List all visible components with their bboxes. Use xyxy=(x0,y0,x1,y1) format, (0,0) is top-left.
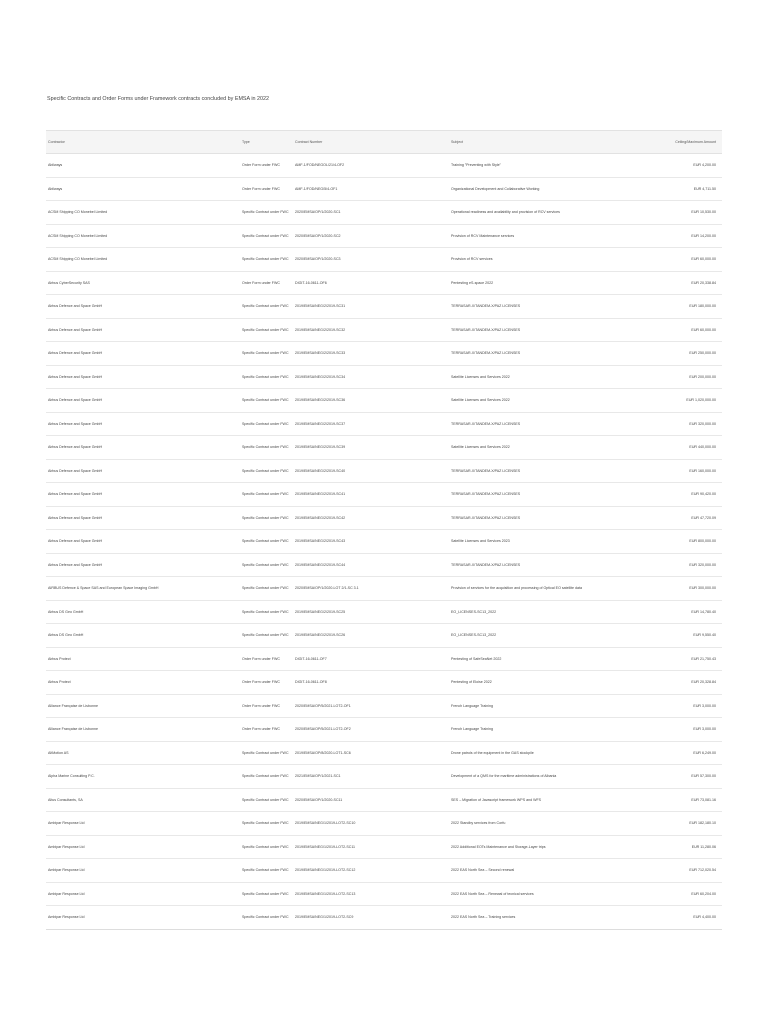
table-row xyxy=(46,177,722,201)
cell-type: Specific Contract under FWC xyxy=(240,224,293,248)
cell-amount: EUR 10,530.00 xyxy=(649,201,722,225)
cell-subject: TERRASAR-X/TANDEM-X/PAZ LICENSES xyxy=(449,342,649,366)
cell-contractor: Ambipar Response Ltd xyxy=(46,882,240,906)
cell-contractor: Airbus Defence and Space GmbH xyxy=(46,342,240,366)
cell-subject: Satellite Licenses and Services 2022 xyxy=(449,365,649,389)
cell-subject: TERRASAR-X/TANDEM-X/PAZ LICENSES xyxy=(449,318,649,342)
cell-amount: EUR 20,338.84 xyxy=(649,271,722,295)
cell-contractor: Alliance Française de Lisbonne xyxy=(46,718,240,742)
cell-contract-number: 2019/EMSA/NEG/1/2019-LOT2-SC10 xyxy=(293,812,449,836)
table-row xyxy=(46,248,722,272)
column-header-contractor: Contractor xyxy=(46,131,240,154)
table-row xyxy=(46,718,722,742)
cell-amount: EUR 6,249.00 xyxy=(649,741,722,765)
cell-contractor: Ambipar Response Ltd xyxy=(46,835,240,859)
cell-contractor: AltMotion AS xyxy=(46,741,240,765)
cell-contractor: Ambipar Response Ltd xyxy=(46,906,240,930)
cell-amount: EUR 3,000.00 xyxy=(649,718,722,742)
table-row xyxy=(46,671,722,695)
table-row xyxy=(46,882,722,906)
cell-contract-number: 2021/EMSA/OP/1/2021-SC1 xyxy=(293,765,449,789)
table-row xyxy=(46,271,722,295)
table-row xyxy=(46,812,722,836)
cell-subject: Pentesting of Eloise 2022 xyxy=(449,671,649,695)
cell-contract-number: 2019/EMSA/NEG/2/2019-SC32 xyxy=(293,318,449,342)
cell-contract-number: 2019/EMSA/NEG/2/2019-SC37 xyxy=(293,412,449,436)
table-header-row xyxy=(46,131,722,154)
table-row xyxy=(46,459,722,483)
cell-amount: EUR 47,720.09 xyxy=(649,506,722,530)
cell-amount: EUR 11,280.06 xyxy=(649,835,722,859)
cell-subject: 2022 Standby services from Corfu xyxy=(449,812,649,836)
cell-contractor: Airbus Defence and Space GmbH xyxy=(46,295,240,319)
cell-subject: Pentesting eS-space 2022 xyxy=(449,271,649,295)
cell-contract-number: 2019/EMSA/NEG/2/2019-SC44 xyxy=(293,553,449,577)
cell-contract-number: 2020/EMSA/OP/1/2020-LOT 2/1-SC 3.1 xyxy=(293,577,449,601)
cell-contractor: Airbus Defence and Space GmbH xyxy=(46,553,240,577)
cell-amount: EUR 57,300.00 xyxy=(649,765,722,789)
cell-contract-number: AMF-1/FOD/NEG/5/4-OF1 xyxy=(293,177,449,201)
cell-subject: Provision of RCV Maintenance services xyxy=(449,224,649,248)
cell-contractor: Airbus Defence and Space GmbH xyxy=(46,459,240,483)
cell-contractor: Airbus Defence and Space GmbH xyxy=(46,365,240,389)
cell-type: Specific Contract under FWC xyxy=(240,600,293,624)
cell-type: Specific Contract under FWC xyxy=(240,859,293,883)
cell-amount: EUR 160,000.00 xyxy=(649,459,722,483)
table-row xyxy=(46,436,722,460)
cell-type: Order Form under FWC xyxy=(240,271,293,295)
cell-contractor: Airbus DS Geo GmbH xyxy=(46,600,240,624)
table-row xyxy=(46,412,722,436)
cell-contract-number: DIGIT-16-0611-OF7 xyxy=(293,647,449,671)
cell-contractor: Abilways xyxy=(46,177,240,201)
cell-contractor: Airbus CyberSecurity SAS xyxy=(46,271,240,295)
cell-amount: EUR 4,200.00 xyxy=(649,154,722,178)
cell-subject: Operational readiness and availability and provision of RCV services xyxy=(449,201,649,225)
cell-contract-number: 2019/EMSA/NEG/2/2019-SC33 xyxy=(293,342,449,366)
cell-subject: Provision of RCV services xyxy=(449,248,649,272)
cell-contractor: Airbus Defence and Space GmbH xyxy=(46,318,240,342)
cell-subject: 2022 Additional EOTs Maintenance and Storage-Layer trips xyxy=(449,835,649,859)
cell-amount: EUR 60,204.00 xyxy=(649,882,722,906)
cell-contractor: Airbus Protect xyxy=(46,671,240,695)
cell-type: Order Form under FWC xyxy=(240,154,293,178)
table-row xyxy=(46,483,722,507)
table-row xyxy=(46,765,722,789)
cell-type: Specific Contract under FWC xyxy=(240,741,293,765)
cell-subject: French Language Training xyxy=(449,694,649,718)
cell-type: Specific Contract under FWC xyxy=(240,459,293,483)
table-row xyxy=(46,318,722,342)
cell-contractor: Airbus Defence and Space GmbH xyxy=(46,389,240,413)
cell-contractor: Ambipar Response Ltd xyxy=(46,859,240,883)
cell-type: Specific Contract under FWC xyxy=(240,882,293,906)
cell-contract-number: 2019/EMSA/NEG/1/2019-LOT2-SC13 xyxy=(293,882,449,906)
cell-amount: EUR 21,750.43 xyxy=(649,647,722,671)
cell-contract-number: 2019/EMSA/NEG/1/2019-LOT2-SC9 xyxy=(293,906,449,930)
table-row xyxy=(46,530,722,554)
cell-amount: EUR 250,000.00 xyxy=(649,342,722,366)
cell-type: Specific Contract under FWC xyxy=(240,436,293,460)
cell-contract-number: 2019/EMSA/NEG/2/2019-SC26 xyxy=(293,624,449,648)
cell-contract-number: 2019/EMSA/OP/8/2020-LOT1-SC6 xyxy=(293,741,449,765)
cell-type: Specific Contract under FWC xyxy=(240,248,293,272)
table-row xyxy=(46,741,722,765)
cell-contract-number: 2020/EMSA/OP/1/2020-SC11 xyxy=(293,788,449,812)
cell-type: Specific Contract under FWC xyxy=(240,812,293,836)
column-header-contract-number: Contract Number xyxy=(293,131,449,154)
cell-contract-number: 2020/EMSA/OP/5/2021-LOT2-OF1 xyxy=(293,694,449,718)
table-row xyxy=(46,389,722,413)
cell-contract-number: 2019/EMSA/NEG/2/2019-SC42 xyxy=(293,506,449,530)
cell-type: Specific Contract under FWC xyxy=(240,295,293,319)
cell-type: Specific Contract under FWC xyxy=(240,201,293,225)
table-row xyxy=(46,553,722,577)
cell-contractor: AIRBUS Defence & Space SAS and European Space Imaging GmbH xyxy=(46,577,240,601)
cell-contract-number: 2020/EMSA/OP/1/2020-SC2 xyxy=(293,224,449,248)
cell-subject: French Language Training xyxy=(449,718,649,742)
cell-amount: EUR 60,000.00 xyxy=(649,248,722,272)
cell-amount: EUR 200,000.00 xyxy=(649,365,722,389)
cell-contractor: Airbus Defence and Space GmbH xyxy=(46,412,240,436)
cell-subject: TERRASAR-X/TANDEM-X/PAZ LICENSES xyxy=(449,459,649,483)
table-row xyxy=(46,506,722,530)
cell-contract-number: 2019/EMSA/NEG/2/2019-SC34 xyxy=(293,365,449,389)
cell-contract-number: 2019/EMSA/NEG/2/2019-SC39 xyxy=(293,436,449,460)
table-body xyxy=(46,154,722,930)
cell-amount: EUR 1,020,000.00 xyxy=(649,389,722,413)
cell-type: Specific Contract under FWC xyxy=(240,765,293,789)
cell-amount: EUR 440,000.00 xyxy=(649,436,722,460)
cell-subject: Satellite Licenses and Services 2022 xyxy=(449,389,649,413)
table-row xyxy=(46,600,722,624)
cell-contractor: Ambipar Response Ltd xyxy=(46,812,240,836)
column-header-type: Type xyxy=(240,131,293,154)
cell-type: Specific Contract under FWC xyxy=(240,483,293,507)
cell-contract-number: DIGIT-16-0611-OF6 xyxy=(293,271,449,295)
cell-subject: Provision of services for the acquisition and processing of Optical EO satellite data xyxy=(449,577,649,601)
cell-amount: EUR 90,420.00 xyxy=(649,483,722,507)
cell-type: Specific Contract under FWC xyxy=(240,530,293,554)
cell-subject: Pentesting of SafeSeaNet 2022 xyxy=(449,647,649,671)
cell-type: Specific Contract under FWC xyxy=(240,506,293,530)
cell-type: Specific Contract under FWC xyxy=(240,906,293,930)
table-row xyxy=(46,342,722,366)
cell-contract-number: 2019/EMSA/NEG/2/2019-SC31 xyxy=(293,295,449,319)
cell-type: Order Form under FWC xyxy=(240,177,293,201)
cell-contract-number: 2019/EMSA/NEG/2/2019-SC25 xyxy=(293,600,449,624)
cell-contract-number: 2019/EMSA/NEG/1/2019-LOT2-SC12 xyxy=(293,859,449,883)
cell-contractor: Altus Consultants, SA xyxy=(46,788,240,812)
cell-contractor: Airbus DS Geo GmbH xyxy=(46,624,240,648)
cell-contract-number: 2020/EMSA/OP/5/2021-LOT2-OF2 xyxy=(293,718,449,742)
cell-type: Order Form under FWC xyxy=(240,647,293,671)
cell-contract-number: 2019/EMSA/NEG/2/2019-SC36 xyxy=(293,389,449,413)
column-header-amount: Ceiling/Maximum Amount xyxy=(649,131,722,154)
cell-type: Specific Contract under FWC xyxy=(240,365,293,389)
cell-subject: Development of a QMS for the maritime administrations of Albania xyxy=(449,765,649,789)
cell-amount: EUR 712,020.54 xyxy=(649,859,722,883)
cell-contractor: ACSM Shipping CO Monebel Limited xyxy=(46,248,240,272)
cell-subject: TERRASAR-X/TANDEM-X/PAZ LICENSES xyxy=(449,295,649,319)
cell-contractor: Airbus Defence and Space GmbH xyxy=(46,506,240,530)
cell-contract-number: 2020/EMSA/OP/1/2020-SC1 xyxy=(293,201,449,225)
cell-type: Specific Contract under FWC xyxy=(240,318,293,342)
table-row xyxy=(46,295,722,319)
cell-amount: EUR 14,780.40 xyxy=(649,600,722,624)
page-title: Specific Contracts and Order Forms under Framework contracts concluded by EMSA in 2022 xyxy=(47,96,270,102)
cell-amount: EUR 300,000.00 xyxy=(649,577,722,601)
cell-contractor: ACSM Shipping CO Monebel Limited xyxy=(46,224,240,248)
column-header-subject: Subject xyxy=(449,131,649,154)
table-row xyxy=(46,577,722,601)
contracts-table xyxy=(46,130,722,930)
cell-type: Specific Contract under FWC xyxy=(240,412,293,436)
cell-contractor: Alpha Marine Consulting P.C. xyxy=(46,765,240,789)
cell-subject: 2022 EAS North Sea – Renewal of tecnical services xyxy=(449,882,649,906)
cell-subject: Organizational Development and Collaborative Working xyxy=(449,177,649,201)
cell-subject: 2022 EAS North Sea – Second renewal xyxy=(449,859,649,883)
table-row xyxy=(46,201,722,225)
cell-contractor: Abilways xyxy=(46,154,240,178)
cell-subject: Satellite Licenses and Services 2023 xyxy=(449,530,649,554)
cell-amount: EUR 9,550.40 xyxy=(649,624,722,648)
cell-type: Order Form under FWC xyxy=(240,694,293,718)
cell-contract-number: 2019/EMSA/NEG/2/2019-SC43 xyxy=(293,530,449,554)
cell-subject: EO_LICENSES-SC13_2022 xyxy=(449,600,649,624)
cell-amount: EUR 182,180.10 xyxy=(649,812,722,836)
cell-contractor: ACSM Shipping CO Monebel Limited xyxy=(46,201,240,225)
cell-amount: EUR 320,000.00 xyxy=(649,412,722,436)
cell-contract-number: 2019/EMSA/NEG/2/2019-SC41 xyxy=(293,483,449,507)
cell-type: Specific Contract under FWC xyxy=(240,788,293,812)
cell-type: Specific Contract under FWC xyxy=(240,389,293,413)
table-row xyxy=(46,224,722,248)
cell-subject: SES – Migration of Javascript framework WPS and WFS xyxy=(449,788,649,812)
table-row xyxy=(46,365,722,389)
cell-amount: EUR 3,000.00 xyxy=(649,694,722,718)
cell-contractor: Airbus Protect xyxy=(46,647,240,671)
cell-contractor: Airbus Defence and Space GmbH xyxy=(46,436,240,460)
table-row xyxy=(46,624,722,648)
cell-contract-number: AMF-1/FOD/NEGOL/21/4-OF2 xyxy=(293,154,449,178)
cell-contractor: Airbus Defence and Space GmbH xyxy=(46,530,240,554)
cell-amount: EUR 4,400.00 xyxy=(649,906,722,930)
cell-amount: EUR 60,000.00 xyxy=(649,318,722,342)
cell-type: Specific Contract under FWC xyxy=(240,624,293,648)
table-row xyxy=(46,835,722,859)
cell-amount: EUR 180,000.00 xyxy=(649,295,722,319)
cell-contract-number: 2020/EMSA/OP/1/2020-SC3 xyxy=(293,248,449,272)
cell-subject: TERRASAR-X/TANDEM-X/PAZ LICENSES xyxy=(449,483,649,507)
cell-type: Order Form under FWC xyxy=(240,718,293,742)
cell-subject: EO_LICENSES-SC13_2022 xyxy=(449,624,649,648)
cell-contractor: Airbus Defence and Space GmbH xyxy=(46,483,240,507)
cell-amount: EUR 320,000.00 xyxy=(649,553,722,577)
cell-type: Specific Contract under FWC xyxy=(240,553,293,577)
cell-subject: TERRASAR-X/TANDEM-X/PAZ LICENSES xyxy=(449,506,649,530)
cell-amount: EUR 4,711.50 xyxy=(649,177,722,201)
cell-subject: TERRASAR-X/TANDEM-X/PAZ LICENSES xyxy=(449,412,649,436)
cell-contract-number: 2019/EMSA/NEG/2/2019-SC40 xyxy=(293,459,449,483)
cell-subject: Training "Preventing with Style" xyxy=(449,154,649,178)
cell-contract-number: DIGIT-16-0611-OF8 xyxy=(293,671,449,695)
cell-contract-number: 2019/EMSA/NEG/1/2019-LOT2-SC11 xyxy=(293,835,449,859)
cell-type: Specific Contract under FWC xyxy=(240,342,293,366)
cell-amount: EUR 14,200.00 xyxy=(649,224,722,248)
table-row xyxy=(46,694,722,718)
cell-subject: Drone patrols of the equipment in the GAS stockpile xyxy=(449,741,649,765)
table-row xyxy=(46,859,722,883)
cell-type: Specific Contract under FWC xyxy=(240,835,293,859)
cell-subject: Satellite Licenses and Services 2022 xyxy=(449,436,649,460)
cell-type: Specific Contract under FWC xyxy=(240,577,293,601)
cell-contractor: Alliance Française de Lisbonne xyxy=(46,694,240,718)
table-row xyxy=(46,647,722,671)
cell-type: Order Form under FWC xyxy=(240,671,293,695)
table-row xyxy=(46,788,722,812)
cell-amount: EUR 73,081.16 xyxy=(649,788,722,812)
table-row xyxy=(46,906,722,930)
cell-subject: 2022 EAS North Sea – Training services xyxy=(449,906,649,930)
cell-subject: TERRASAR-X/TANDEM-X/PAZ LICENSES xyxy=(449,553,649,577)
cell-amount: EUR 20,328.84 xyxy=(649,671,722,695)
cell-amount: EUR 800,000.00 xyxy=(649,530,722,554)
table-row xyxy=(46,154,722,178)
